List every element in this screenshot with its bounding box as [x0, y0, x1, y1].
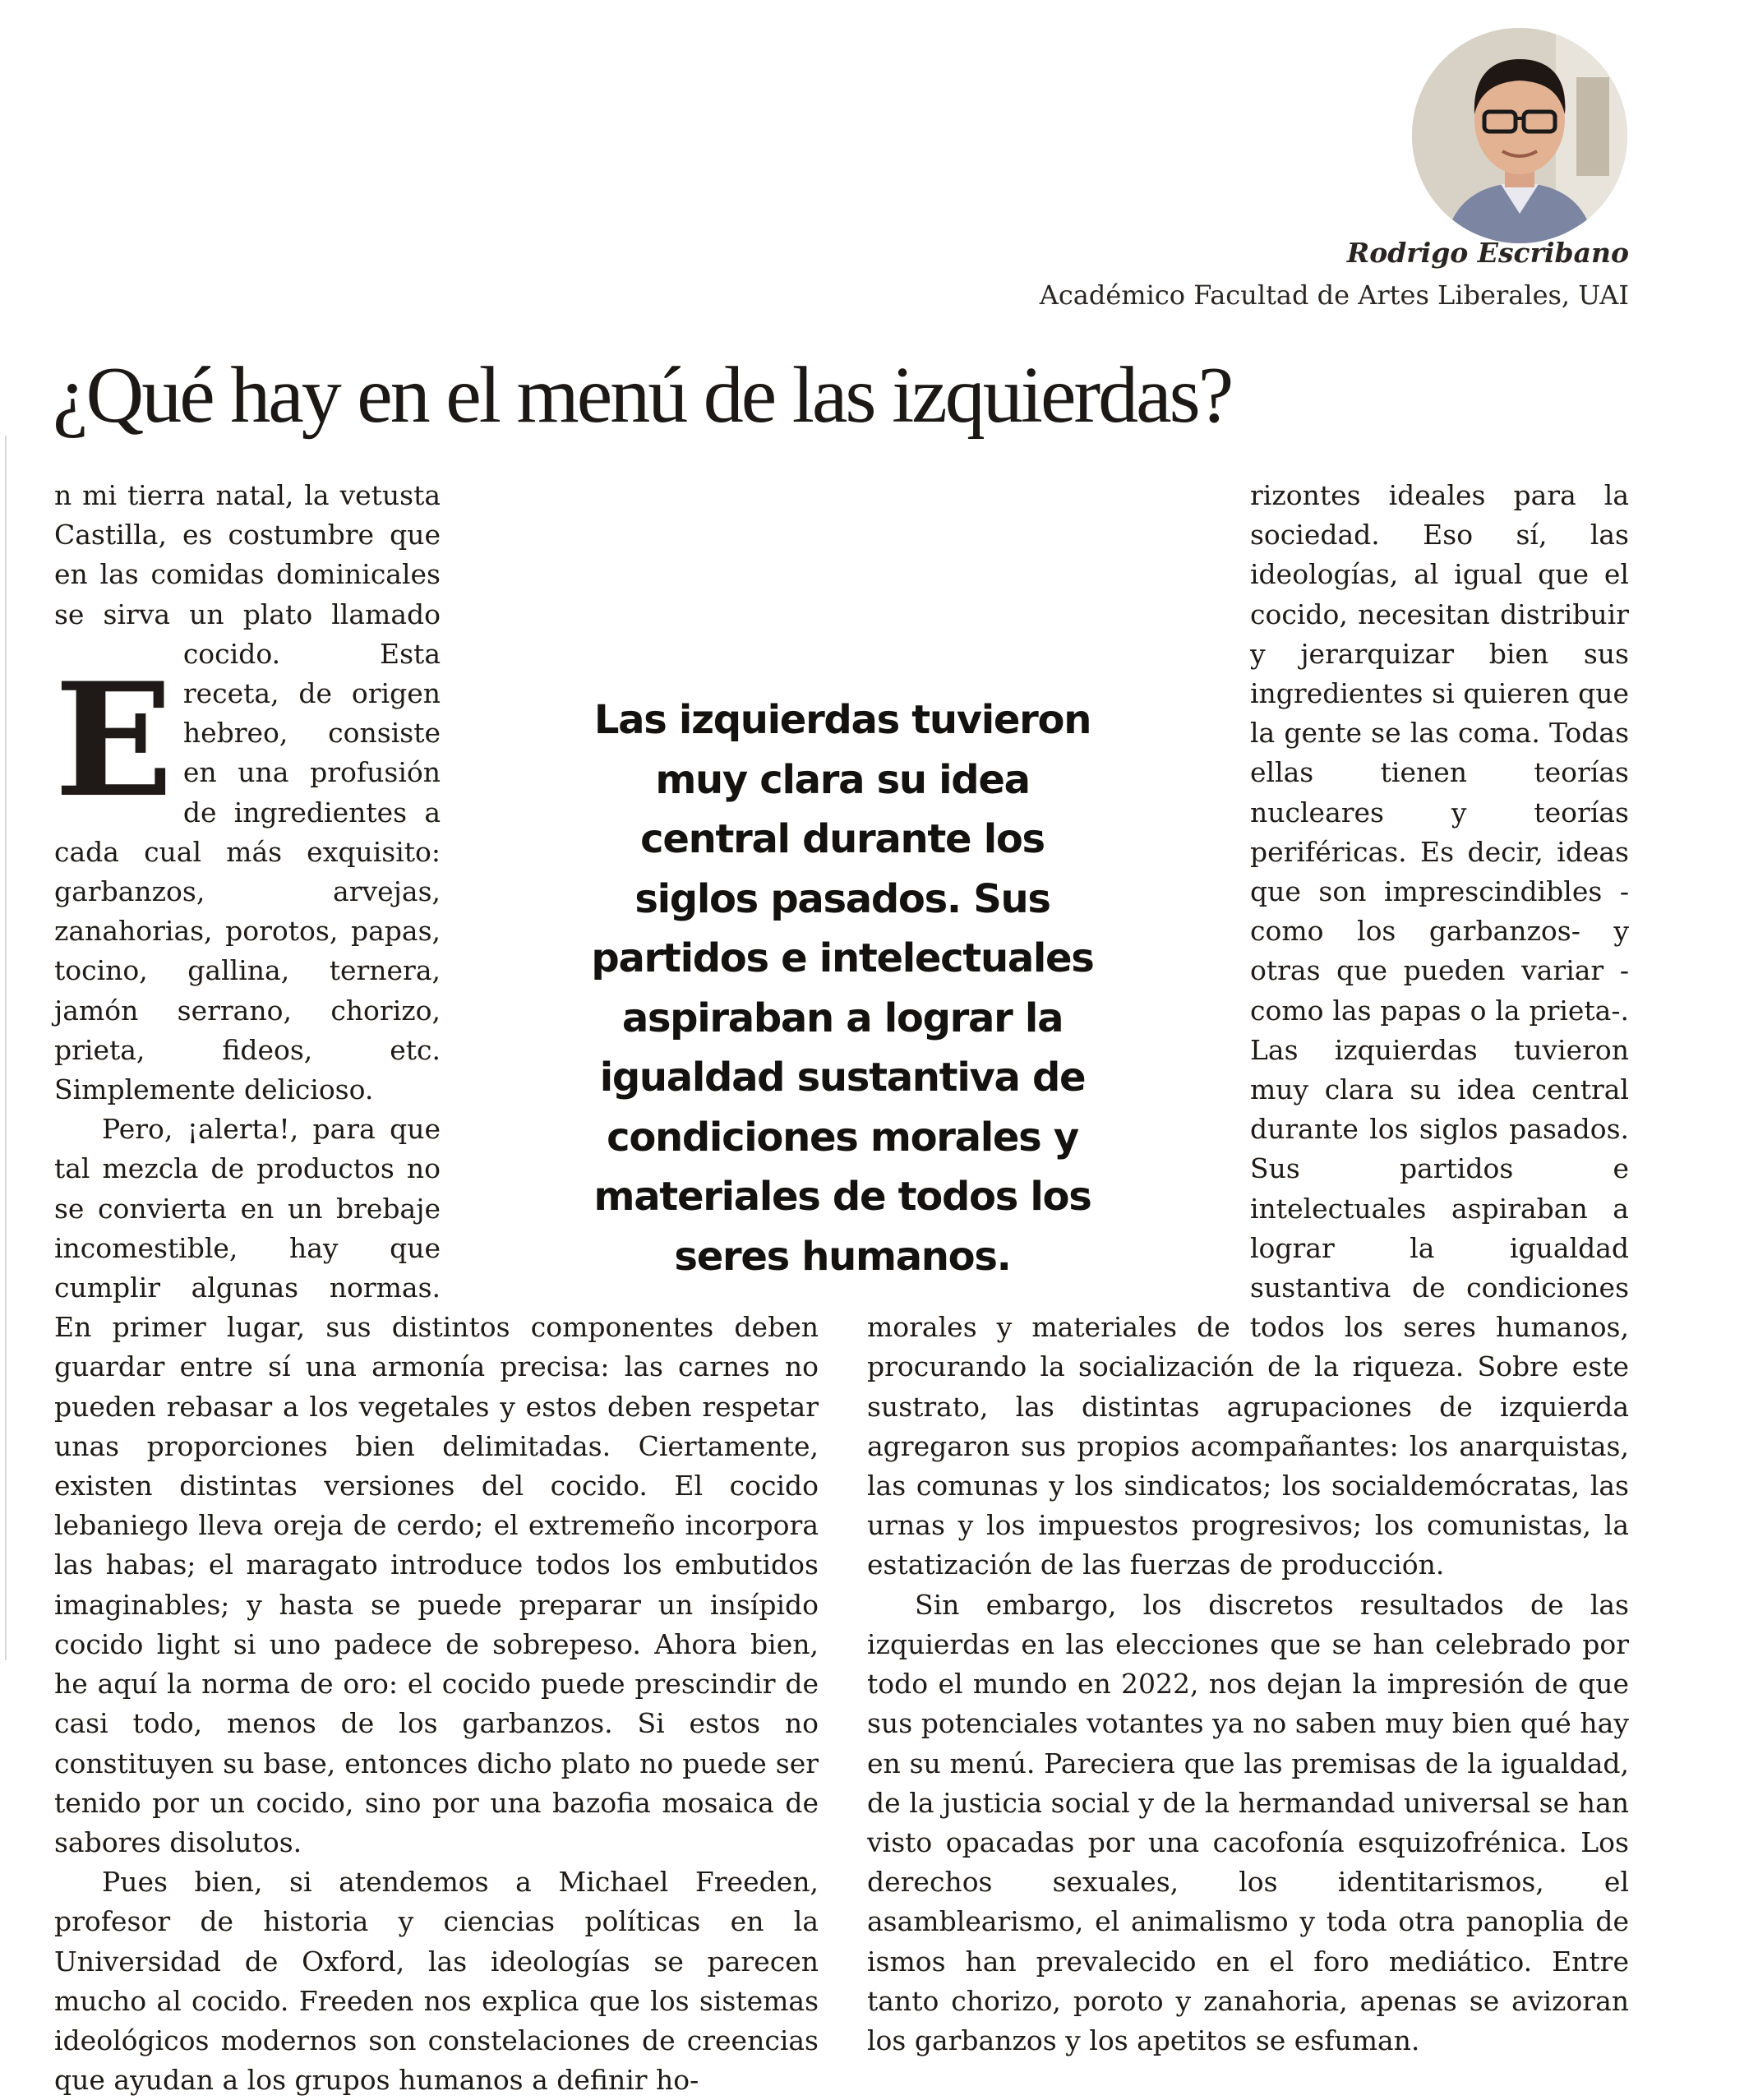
paragraph: Pues bien, si atendemos a Michael Freeden, profesor de historia y ciencias políticas en la Universidad de Oxford, las ideologías se parecen mucho al cocido. Freeden nos explica que los sistemas ideológicos modernos son constelaciones de creencias que ayudan a los grupos humanos a definir ho- — [54, 1866, 819, 2097]
page-edge-rule — [5, 436, 7, 1660]
layout-spacer — [441, 476, 819, 674]
drop-cap: E — [54, 648, 173, 832]
paragraph: Pero, ¡alerta!, para que tal mezcla de productos no se convierta en un brebaje incomestible, hay que cumplir algunas normas. En primer lugar, sus distintos componentes deben guardar entre sí una armonía precisa: las carnes no pueden rebasar a los vegetales y estos deben respetar unas proporciones bien delimitadas. Ciertamente, existen distintas versiones del cocido. El cocido lebaniego lleva oreja de cerdo; el extremeño incorpora las habas; el maragato introduce todos los embutidos imaginables; y hasta se puede preparar un insípido cocido light si uno padece de sobrepeso. Ahora bien, he aquí la norma de oro: el cocido puede prescindir de casi todo, menos de los garbanzos. Si estos no constituyen su base, entonces dicho plato no puede ser tenido por un cocido, sino por una bazofia mosaica de sabores disolutos. — [54, 1113, 819, 1858]
paragraph: Sin embargo, los discretos resultados de las izquierdas en las elecciones que se han celebrado por todo el mundo en 2022, nos dejan la impresión de que sus potenciales votantes ya no saben muy bien qué hay en su menú. Pareciera que las premisas de la igualdad, de la justicia social y de la hermandad universal se han visto opacadas por una cacofonía esquizofrénica. Los derechos sexuales, los identitarismos, el asamblearismo, el animalismo y toda otra panoplia de ismos han prevalecido en el foro mediático. Entre tanto chorizo, poroto y zanahoria, apenas se avizoran los garbanzos y los apetitos se esfuman. — [867, 1588, 1629, 2056]
layout-spacer — [867, 476, 1250, 674]
paragraph: rizontes ideales para la sociedad. Eso sí, las ideologías, al igual que el cocido, necesitan distribuir y jerarquizar bien sus ingredientes si quieren que la gente se las coma. Todas ellas tienen teorías nucleares y teorías periféricas. Es decir, ideas que son imprescindibles -como los garbanzos- y otras que pueden variar -como las papas o la prieta-. Las izquierdas tuvieron muy clara su idea central durante los siglos pasados. Sus partidos e intelectuales aspiraban a lograr la igualdad sustantiva de condiciones morales y materiales de todos los seres humanos, procurando la socialización de la riqueza. Sobre este sustrato, las distintas agrupaciones de izquierda agregaron sus propios acompañantes: los anarquistas, las comunas y los sindicatos; los socialdemócratas, las urnas y los impuestos progresivos; los comunistas, la estatización de las fuerzas de producción. — [867, 479, 1629, 1581]
article-headline: ¿Qué hay en el menú de las izquierdas? — [53, 351, 1232, 440]
author-name: Rodrigo Escribano — [1346, 237, 1629, 269]
author-photo — [1412, 28, 1627, 243]
pull-quote: Las izquierdas tuvieron muy clara su idea central durante los siglos pasados. Sus partidos e intelectuales aspiraban a lograr la igualdad sustantiva de condiciones morales y materiales de todos los seres humanos. — [591, 697, 1094, 1280]
author-role: Académico Facultad de Artes Liberales, UAI — [1039, 279, 1629, 311]
paragraph: n mi tierra natal, la vetusta Castilla, es costumbre que en las comidas dominicales se sirva un plato llamado cocido. Esta receta, de origen hebreo, consiste en una profusión de ingredientes a cada cual más exquisito: garbanzos, arvejas, zanahorias, porotos, papas, tocino, gallina, ternera, jamón serrano, chorizo, prieta, fideos, etc. Simplemente delicioso. — [54, 479, 441, 1106]
author-portrait-image — [1412, 28, 1627, 243]
